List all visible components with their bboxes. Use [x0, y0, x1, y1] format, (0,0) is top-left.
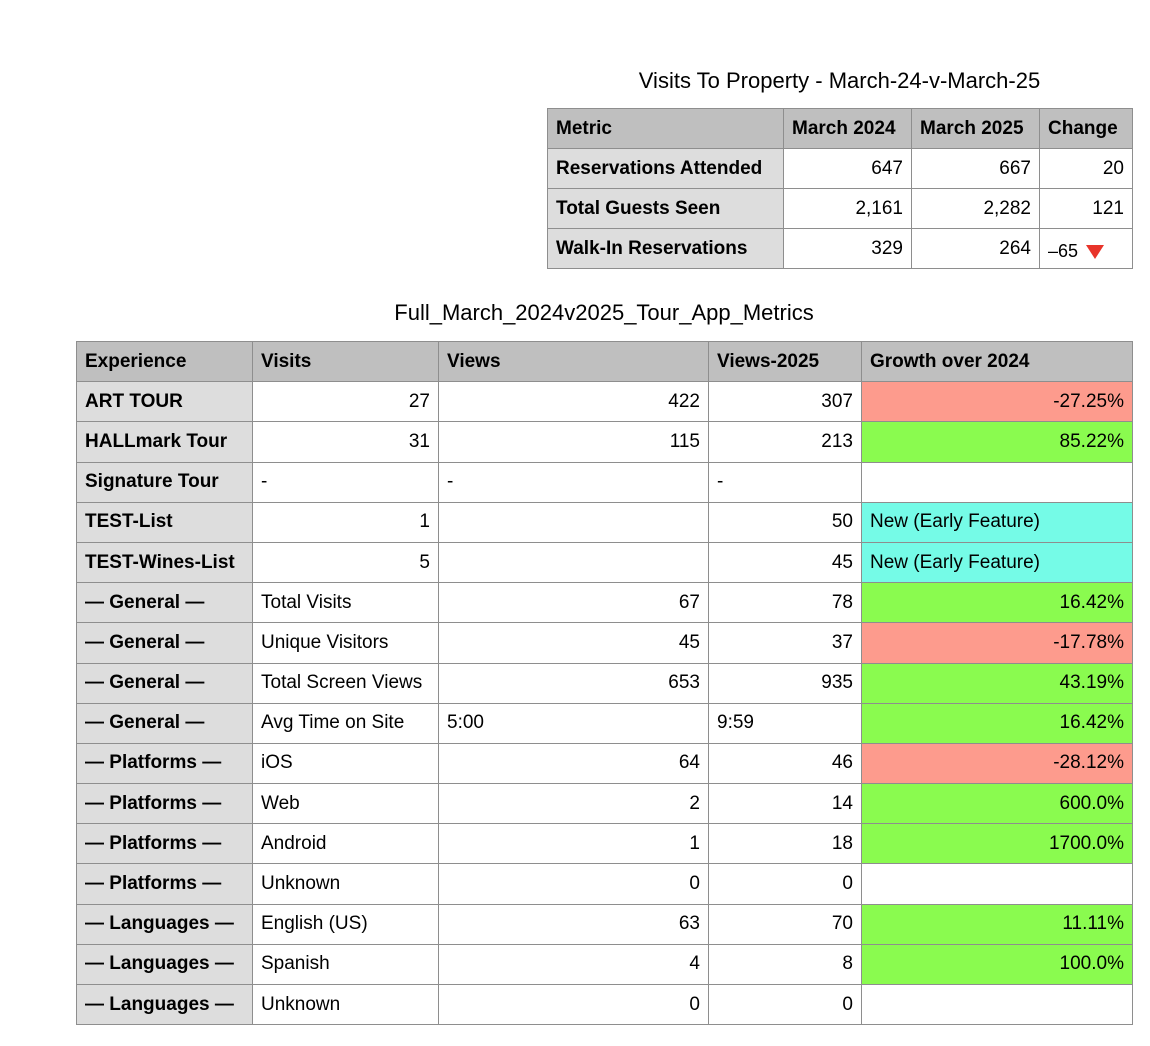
march-2025-cell: 264: [912, 229, 1040, 269]
header-metric: Metric: [548, 109, 784, 149]
views-2025-cell: 0: [709, 985, 862, 1025]
experience-cell: Signature Tour: [77, 462, 253, 502]
experience-cell: — General —: [77, 703, 253, 743]
experience-cell: HALLmark Tour: [77, 422, 253, 462]
change-value: –65: [1048, 241, 1079, 261]
views-cell: 4: [439, 944, 709, 984]
table-row: [77, 422, 1133, 462]
views-2025-cell: 9:59: [709, 703, 862, 743]
experience-cell: TEST-Wines-List: [77, 542, 253, 582]
views-cell: 1: [439, 824, 709, 864]
views-2025-cell: 14: [709, 784, 862, 824]
visits-cell: Web: [253, 784, 439, 824]
table-row: [77, 944, 1133, 984]
growth-cell: [862, 462, 1133, 502]
growth-cell: 1700.0%: [862, 824, 1133, 864]
table-row: [77, 542, 1133, 582]
metric-cell: Reservations Attended: [548, 149, 784, 189]
growth-cell: 85.22%: [862, 422, 1133, 462]
views-2025-cell: 37: [709, 623, 862, 663]
growth-cell: -17.78%: [862, 623, 1133, 663]
growth-cell: 43.19%: [862, 663, 1133, 703]
visits-cell: Unique Visitors: [253, 623, 439, 663]
table-row: [77, 663, 1133, 703]
visits-cell: iOS: [253, 743, 439, 783]
change-cell: 121: [1040, 189, 1133, 229]
header-growth: Growth over 2024: [862, 342, 1133, 382]
visits-cell: Unknown: [253, 985, 439, 1025]
table-row: [77, 703, 1133, 743]
table-row: [548, 149, 1133, 189]
table-row: [77, 743, 1133, 783]
views-cell: 63: [439, 904, 709, 944]
table-row: [77, 623, 1133, 663]
metric-cell: Walk-In Reservations: [548, 229, 784, 269]
views-cell: 67: [439, 583, 709, 623]
visits-table-header-row: [548, 109, 1133, 149]
metrics-table-header-row: [77, 342, 1133, 382]
header-experience: Experience: [77, 342, 253, 382]
header-views: Views: [439, 342, 709, 382]
views-2025-cell: 78: [709, 583, 862, 623]
growth-cell: -27.25%: [862, 382, 1133, 422]
red-down-triangle-icon: [1086, 245, 1104, 259]
views-2025-cell: 0: [709, 864, 862, 904]
march-2024-cell: 647: [784, 149, 912, 189]
growth-cell: 600.0%: [862, 784, 1133, 824]
views-cell: 5:00: [439, 703, 709, 743]
visits-cell: 27: [253, 382, 439, 422]
visits-cell: 1: [253, 502, 439, 542]
experience-cell: ART TOUR: [77, 382, 253, 422]
growth-cell: 16.42%: [862, 583, 1133, 623]
visits-cell: -: [253, 462, 439, 502]
growth-cell: 11.11%: [862, 904, 1133, 944]
header-views-2025: Views-2025: [709, 342, 862, 382]
header-visits: Visits: [253, 342, 439, 382]
visits-cell: 31: [253, 422, 439, 462]
views-2025-cell: 213: [709, 422, 862, 462]
visits-cell: Avg Time on Site: [253, 703, 439, 743]
experience-cell: — Languages —: [77, 985, 253, 1025]
growth-cell: New (Early Feature): [862, 542, 1133, 582]
growth-cell: New (Early Feature): [862, 502, 1133, 542]
visits-table-caption: Visits To Property - March-24-v-March-25: [638, 68, 1041, 93]
march-2024-cell: 2,161: [784, 189, 912, 229]
experience-cell: — Languages —: [77, 904, 253, 944]
views-2025-cell: 70: [709, 904, 862, 944]
views-2025-cell: -: [709, 462, 862, 502]
table-row: [77, 462, 1133, 502]
views-cell: 45: [439, 623, 709, 663]
growth-cell: 16.42%: [862, 703, 1133, 743]
views-cell: 2: [439, 784, 709, 824]
views-cell: -: [439, 462, 709, 502]
change-cell: [1040, 229, 1133, 269]
header-march-2024: March 2024: [784, 109, 912, 149]
table-row: [77, 824, 1133, 864]
visits-cell: Spanish: [253, 944, 439, 984]
views-2025-cell: 18: [709, 824, 862, 864]
views-cell: 64: [439, 743, 709, 783]
views-cell: 422: [439, 382, 709, 422]
metrics-table-caption: Full_March_2024v2025_Tour_App_Metrics: [394, 300, 814, 325]
table-row: [77, 864, 1133, 904]
table-row: [77, 382, 1133, 422]
views-2025-cell: 307: [709, 382, 862, 422]
views-cell: 115: [439, 422, 709, 462]
table-row: [77, 583, 1133, 623]
visits-cell: English (US): [253, 904, 439, 944]
views-2025-cell: 50: [709, 502, 862, 542]
metric-cell: Total Guests Seen: [548, 189, 784, 229]
table-row: [77, 904, 1133, 944]
visits-cell: Total Screen Views: [253, 663, 439, 703]
visits-cell: 5: [253, 542, 439, 582]
views-2025-cell: 935: [709, 663, 862, 703]
views-2025-cell: 46: [709, 743, 862, 783]
header-march-2025: March 2025: [912, 109, 1040, 149]
visits-table: [547, 108, 1133, 269]
table-row: [77, 502, 1133, 542]
table-row: [548, 229, 1133, 269]
march-2025-cell: 667: [912, 149, 1040, 189]
views-2025-cell: 45: [709, 542, 862, 582]
experience-cell: — General —: [77, 583, 253, 623]
metrics-table: [76, 341, 1133, 1025]
views-cell: [439, 502, 709, 542]
growth-cell: 100.0%: [862, 944, 1133, 984]
visits-cell: Total Visits: [253, 583, 439, 623]
experience-cell: — Platforms —: [77, 784, 253, 824]
experience-cell: — General —: [77, 663, 253, 703]
table-row: [77, 985, 1133, 1025]
experience-cell: — Platforms —: [77, 824, 253, 864]
visits-cell: Unknown: [253, 864, 439, 904]
table-row: [548, 189, 1133, 229]
growth-cell: [862, 985, 1133, 1025]
experience-cell: — Platforms —: [77, 864, 253, 904]
views-cell: 0: [439, 864, 709, 904]
march-2024-cell: 329: [784, 229, 912, 269]
header-change: Change: [1040, 109, 1133, 149]
experience-cell: — Platforms —: [77, 743, 253, 783]
views-2025-cell: 8: [709, 944, 862, 984]
experience-cell: — Languages —: [77, 944, 253, 984]
table-row: [77, 784, 1133, 824]
experience-cell: — General —: [77, 623, 253, 663]
experience-cell: TEST-List: [77, 502, 253, 542]
visits-cell: Android: [253, 824, 439, 864]
growth-cell: [862, 864, 1133, 904]
march-2025-cell: 2,282: [912, 189, 1040, 229]
views-cell: 653: [439, 663, 709, 703]
change-cell: 20: [1040, 149, 1133, 189]
views-cell: 0: [439, 985, 709, 1025]
views-cell: [439, 542, 709, 582]
growth-cell: -28.12%: [862, 743, 1133, 783]
